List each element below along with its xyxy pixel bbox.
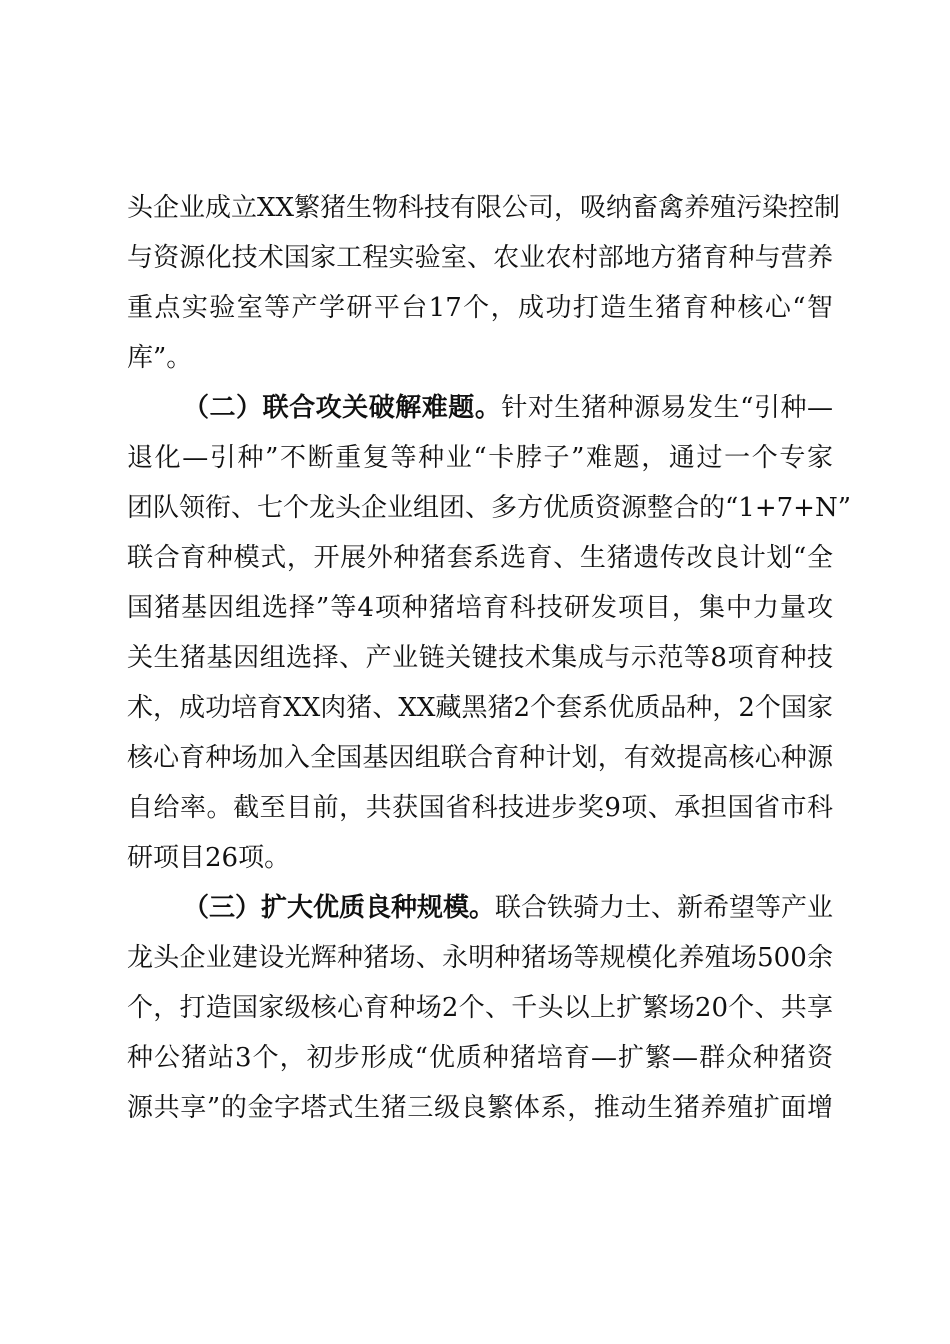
document-page	[127, 183, 851, 1133]
section-heading: （三）扩大优质良种规模。	[183, 893, 496, 923]
text-line: 龙头企业建设光辉种猪场、永明种猪场等规模化养殖场500余	[127, 943, 833, 973]
text-line: 团队领衔、七个龙头企业组团、多方优质资源整合的“1+7+N”	[127, 493, 851, 523]
text-line-first	[127, 883, 833, 933]
text-run: 联合铁骑力士、新希望等产业	[495, 893, 834, 923]
text-line: 重点实验室等产学研平台17个，成功打造生猪育种核心“智	[127, 293, 833, 323]
text-line: 头企业成立XX繁猪生物科技有限公司，吸纳畜禽养殖污染控制	[127, 193, 841, 223]
text-line: 研项目26项。	[127, 843, 291, 873]
text-line: 退化—引种”不断重复等种业“卡脖子”难题，通过一个专家	[127, 443, 833, 473]
text-line: 核心育种场加入全国基因组联合育种计划，有效提高核心种源	[127, 743, 833, 773]
text-line: 国猪基因组选择”等4项种猪培育科技研发项目，集中力量攻	[127, 593, 833, 623]
text-line: 个，打造国家级核心育种场2个、千头以上扩繁场20个、共享	[127, 993, 833, 1023]
paragraph-1	[127, 183, 841, 383]
text-line: 联合育种模式，开展外种猪套系选育、生猪遗传改良计划“全	[127, 543, 833, 573]
text-line: 源共享”的金字塔式生猪三级良繁体系，推动生猪养殖扩面增	[127, 1093, 833, 1123]
text-line: 种公猪站3个，初步形成“优质种猪培育—扩繁—群众种猪资	[127, 1043, 833, 1073]
text-line-first	[127, 383, 833, 433]
text-line: 自给率。截至目前，共获国省科技进步奖9项、承担国省市科	[127, 793, 833, 823]
paragraph-2	[127, 383, 851, 883]
text-run: 针对生猪种源易发生“引种—	[501, 393, 833, 423]
text-line: 与资源化技术国家工程实验室、农业农村部地方猪育种与营养	[127, 243, 833, 273]
section-heading: （二）联合攻关破解难题。	[183, 393, 502, 423]
text-line: 术，成功培育XX肉猪、XX藏黑猪2个套系优质品种，2个国家	[127, 693, 833, 723]
text-line: 关生猪基因组选择、产业链关键技术集成与示范等8项育种技	[127, 643, 833, 673]
paragraph-3	[127, 883, 833, 1133]
text-line: 库”。	[127, 343, 193, 373]
